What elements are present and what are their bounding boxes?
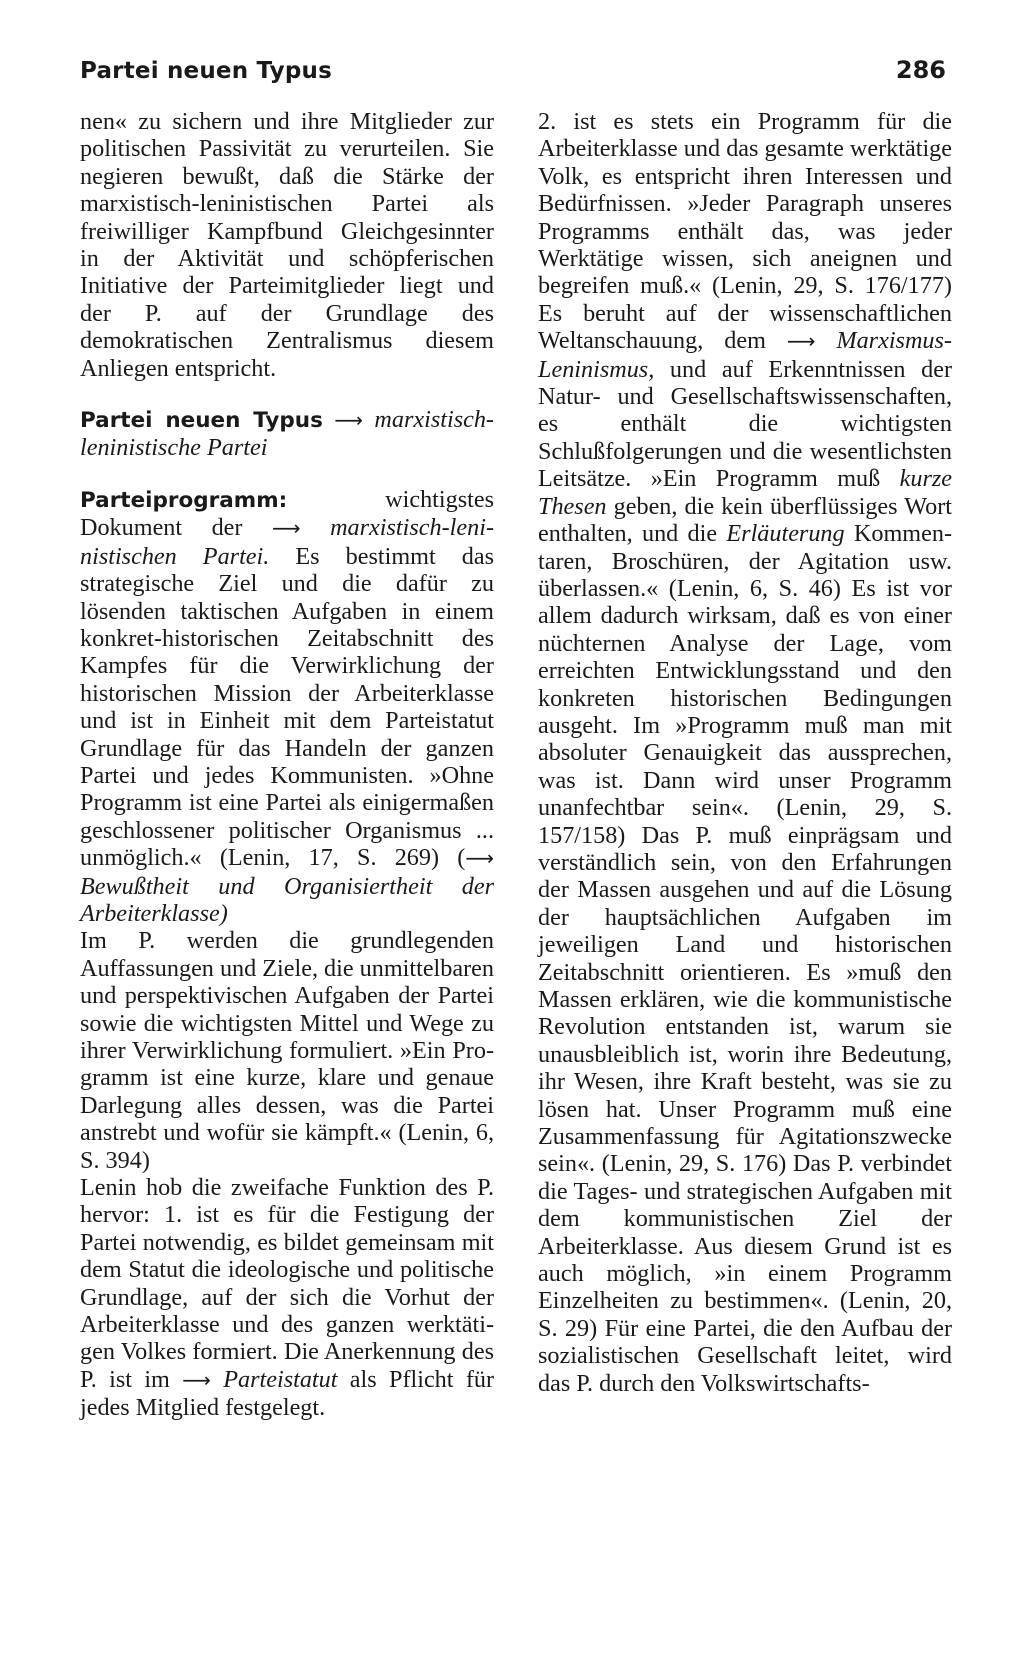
entry-text: Es bestimmt das strategische Ziel und die dafür zu lösenden taktischen Aufgaben in einem konkret-historischen Zeitabschnitt des Kampfes für die Verwirklichung der historischen Mission der Arbeiterklasse und ist in Einheit mit dem Parteistatut Grundlage für das Handeln der ganzen Partei und jedes Kommunisten. »Ohne Programm ist eine Partei als einigermaßen geschlossener politischer Organismus ... unmöglich.« (Lenin, 17, S. 269) ( [80, 542, 494, 872]
paragraph [80, 927, 494, 1174]
entry-headword: Partei neuen Typus [80, 408, 323, 434]
entry-text: wichtigstes Dokument der [80, 485, 494, 542]
entry-partei-neuen-typus [80, 406, 494, 462]
paragraph-text: 2. ist es stets ein Programm für die Arbeiterklasse und das gesamte werktätige Volk, es entspricht ihren Interessen und Bedürfnissen. »Jeder Paragraph unseres Programms enthält das, was jeder Werktätige wissen, sich aneignen und begreifen muß.« (Lenin, 29, S. 176/177) Es beruht auf der wissenschaftlichen Weltanschauung, dem [538, 108, 952, 355]
paragraph-text: geben, die kein überflüssiges Wort enthalten, und die [538, 492, 953, 548]
paragraph-text: als Pflicht für jedes Mitglied festgelegt. [80, 1365, 495, 1422]
paragraph-text: Im P. werden die grundlegenden Auffassungen und Ziele, die unmittelbaren und perspektivischen Aufgaben der Partei sowie die wichtigsten Mittel und Wege zu ihrer Verwirklichung formuliert. »Ein Programm ist eine kurze, klare und genaue Darlegung alles dessen, was die Partei anstrebt und wofür sie kämpft.« (Lenin, 6, S. 394) [80, 927, 494, 1174]
cross-reference-arrow-icon: ⟶ [465, 846, 494, 871]
paragraph [538, 108, 952, 1397]
left-column [80, 108, 494, 1422]
cross-reference-arrow-icon: ⟶ [334, 408, 363, 433]
emphasis: Erläuterung [726, 520, 845, 548]
cross-reference: marxistisch-leninistische Partei [80, 406, 494, 462]
emphasis: kurze Thesen [538, 465, 952, 520]
cross-reference: Marxismus-Leninismus, [538, 327, 952, 383]
paragraph-text: Kommentaren, Broschüren, der Agitation usw. überlassen.« (Lenin, 6, S. 46) Es ist vor allem dadurch wirksam, daß es von einer nüchternen Analyse der Lage, vom erreichten Entwicklungsstand und den konkreten historischen Bedingungen ausgeht. Im »Programm muß man mit absoluter Genauigkeit das aussprechen, was ist. Dann wird unser Programm unanfechtbar sein«. (Lenin, 29, S. 157/158) Das P. muß einprägsam und verständlich sein, von den Erfahrungen der Massen ausgehen und auf die Lösung der hauptsächlichen Aufgaben im jeweiligen Land und historischen Zeitabschnitt orientieren. Es »muß den Massen erklären, wie die kommunistische Revolution entstanden ist, warum sie unausbleiblich ist, worin ihre Bedeutung, ihr Wesen, ihre Kraft besteht, was sie zu lösen hat. Unser Programm muß eine Zusammenfassung für Agitationszwecke sein«. (Lenin, 29, S. 176) Das P. verbindet die Tages- und strategischen Aufgaben mit dem kommunistischen Ziel der Arbeiterklasse. Aus diesem Grund ist es auch möglich, »in einem Programm Einzelheiten zu bestimmen«. (Lenin, 20, S. 29) Für eine Partei, die den Aufbau der sozialistischen Gesellschaft leitet, wird das P. durch den Volkswirtschafts- [538, 520, 952, 1397]
paragraph-text: nen« zu sichern und ihre Mitglieder zur politischen Passivität zu verurteilen. Sie negieren bewußt, daß die Stärke der marxistisch-leninistischen Partei als freiwilliger Kampfbund Gleichgesinnter in der Aktivität und schöpferischen Initiative der Parteimitglieder liegt und der P. auf der Grundlage des demokratischen Zentralismus diesem Anliegen entspricht. [80, 108, 494, 382]
paragraph-text: und auf Erkenntnissen der Natur- und Gesellschaftswissenschaften, es enthält die wichtigsten Schlußfolgerungen und die wesentlichsten Leitsätze. »Ein Programm muß [538, 355, 952, 493]
cross-reference: Bewußtheit und Organisiertheit der Arbeiterklasse) [80, 872, 494, 927]
entry-headword: Parteiprogramm: [80, 487, 288, 513]
running-head-title: Partei neuen Typus [80, 58, 332, 84]
paragraph [80, 1174, 494, 1422]
cross-reference-arrow-icon: ⟶ [271, 516, 301, 541]
cross-reference-arrow-icon: ⟶ [182, 1367, 211, 1392]
paragraph-continuation [80, 108, 494, 382]
page-number: 286 [895, 56, 946, 84]
entry-parteiprogramm [80, 486, 494, 928]
running-header [80, 56, 946, 84]
paragraph-text: Lenin hob die zweifache Funktion des P. hervor: 1. ist es für die Festigung der Partei notwendig, es bildet gemeinsam mit dem Statut die ideologische und politische Grundlage, auf der sich die Vorhut der Arbeiterklasse und des ganzen werktätigen Volkes formiert. Die Anerkennung des P. ist im [80, 1174, 494, 1393]
cross-reference: marxistisch-leninistischen Partei. [80, 514, 494, 570]
right-column [538, 108, 952, 1397]
cross-reference: Parteistatut [223, 1365, 338, 1393]
cross-reference-arrow-icon: ⟶ [786, 329, 816, 354]
